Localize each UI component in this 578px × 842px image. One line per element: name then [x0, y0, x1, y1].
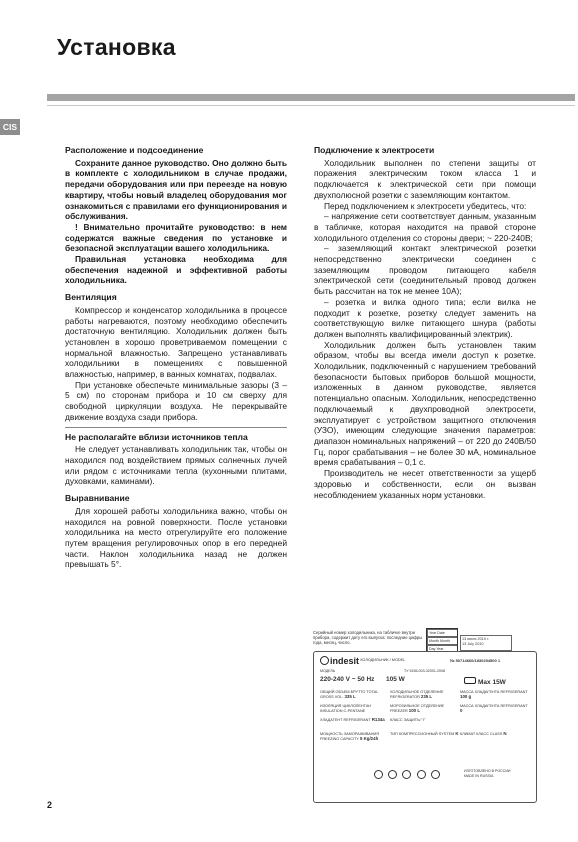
right-column: [314, 145, 536, 500]
section-heading-leveling: Выравнивание: [65, 493, 130, 504]
voltage: 220-240 V ~ 50 Hz: [320, 676, 375, 683]
serial-explanation: Серийный номер холодильника, на табличке внутри прибора, содержит дату его выпуска: последние цифры года, месяц, число.: [313, 630, 423, 645]
date-box: [460, 635, 512, 651]
standard-number: ТУ 5156-003-32001-2008: [404, 669, 446, 673]
certification-icon: [417, 770, 426, 779]
certification-icon: [388, 770, 397, 779]
power: 105 W: [386, 676, 405, 683]
certification-icon: [402, 770, 411, 779]
made-in-en: MADE IN RUSSIA: [464, 774, 494, 778]
certification-icons: [374, 770, 444, 780]
left-column: [65, 145, 287, 570]
certification-icon: [431, 770, 440, 779]
paragraph-rcd: Холодильник должен быть установлен таким образом, чтобы вы всегда имели доступ к розетке. Холодильник, подключенный с нарушением требований безопасности бытовых приборов большой мощности, изложенных в данном руководстве, является потенциально опасным. Холодильник, непосредственно подключаемый к двухпроводной электросети, эксплуатирует с устройством защитного отключения (УЗО), имеющим следующие значения параметров: диапазон номинальных напряжений – от 220 до 240В/50 Гц, порог срабатывания – не более 30 мА, номинальное время срабатывания – 0,1 с.: [314, 339, 536, 468]
made-in-ru: ИЗГОТОВЛЕНО В РОССИИ: [464, 769, 511, 773]
paragraph-before-connecting: Перед подключением к электросети убедитесь, что:: [324, 200, 527, 211]
paragraph-heat-sources: Не следует устанавливать холодильник так, чтобы он находился под воздействием прямых солнечных лучей или рядом с источниками тепла (кухонными плитами, духовками, каминами).: [65, 444, 287, 487]
paragraph-protection-class: Холодильник выполнен по степени защиты от поражения электрическим током класса 1 и подключается к электрической сети при помощи двухполюсной розетки с заземляющим контактом.: [314, 157, 536, 200]
date-en: 13 July 2010: [462, 642, 484, 646]
paragraph-plug-check: – розетка и вилка одного типа; если вилка не подходит к розетке, розетку следует заменить на соответствующую вилке питающего шнура (работы должен выполнять квалифицированный электрик).: [314, 296, 536, 339]
section-heading-electrical: Подключение к электросети: [314, 145, 435, 155]
day-label: Day Year: [427, 645, 458, 653]
rating-plate: indesit ХОЛОДИЛЬНИК / MODEL № 50714660/1830254500 1 МОДЕЛЬ ТУ 5156-003-32001-2008 220-240 V ~ 50 Hz 105 W Max 15W ОБЩИЙ ОБЪЕМ БРУТТО TOTAL GROSS VOL. 335 L ХОЛОДИЛЬНОЕ ОТДЕЛЕНИЕ REFRIGERATOR 235 L МАССА ХЛАДАГЕНТА REFRIGERANT 100 g ИЗОЛЯЦИЯ ЦИКЛОПЕНТАН INSULATION C-PENTANE МОРОЗИЛЬНОЕ ОТДЕЛЕНИЕ FREEZER 100 L МАССА ХЛАДАГЕНТА REFRIGERANT 0 ХЛАДАГЕНТ REFRIGERANT R134a КЛАСС ЗАЩИТЫ "I" МОЩНОСТЬ ЗАМОРАЖИВАНИЯ FREEZING CAPACITY 5 Kg/24h ТИП КОМПРЕССИОННЫЙ SYSTEM K КЛИМАТ КЛАСС CLASS N ИЗГОТОВЛЕНО В РОССИИ MADE IN RUSSIA: [313, 651, 537, 803]
divider: [65, 427, 287, 428]
page-title: Установка: [57, 34, 176, 60]
paragraph-clearance: При установке обеспечьте минимальные зазоры (3 – 5 см) по сторонам прибора и 10 см сверху для свободной циркуляции воздуха. Не перекрывайте движение воздуха сзади прибора.: [65, 379, 287, 422]
certification-icon: [374, 770, 383, 779]
model-label: ХОЛОДИЛЬНИК / MODEL: [360, 658, 406, 662]
header-bar: [47, 94, 575, 101]
paragraph-voltage-check: – напряжение сети соответствует данным, указанным в табличке, которая находится на правой стороне холодильного отделения со стороны двери; ~ 220-240В;: [314, 211, 536, 243]
page-number: 2: [47, 800, 53, 810]
year-label: Year Date: [427, 629, 458, 637]
model-sub: МОДЕЛЬ: [320, 669, 336, 673]
lamp-icon: [464, 677, 476, 684]
language-tab: CIS: [0, 119, 20, 135]
header-rule: [47, 105, 575, 106]
paragraph-leveling: Для хорошей работы холодильника важно, чтобы он находился на ровной поверхности. После установки холодильника на место отрегулируйте его положение путем вращения регулировочных опор в его передней части. Наклон холодильника назад не должен превышать 5°.: [65, 505, 287, 570]
date-ru: 13 июля 2010 г.: [462, 637, 489, 641]
serial-number: № 50714660/1830254500 1: [450, 658, 501, 663]
section-heading-ventilation: Вентиляция: [65, 292, 117, 303]
month-label: Month Month: [427, 637, 458, 645]
paragraph-correct-installation: Правильная установка необходима для обеспечения надежной и эффективной работы холодильника.: [65, 254, 287, 286]
paragraph-read-manual: ! Внимательно прочитайте руководство: в нем содержатся важные сведения по установке и безопасной эксплуатации вашего холодильника.: [65, 221, 287, 254]
brand-logo: indesit: [320, 656, 359, 665]
lamp-power: Max 15W: [464, 677, 506, 685]
section-heading-placement: Расположение и подсоединение: [65, 145, 204, 155]
rating-plate-illustration: [313, 618, 537, 802]
paragraph-ventilation: Компрессор и конденсатор холодильника в процессе работы нагреваются, поэтому необходимо обеспечить достаточную вентиляцию. Холодильник должен быть установлен в хорошо проветриваемом помещении с нормальной влажностью. Запрещено устанавливать холодильники в помещениях с повышенной влажностью, например, в ванных комнатах, подвалах.: [65, 304, 287, 380]
paragraph-keep-manual: Сохраните данное руководство. Оно должно быть в комплекте с холодильником в случае продажи, передачи оборудования или при переезде на новую квартиру, чтобы новый владелец оборудования мог ознакомиться с правилами его функционирования и обслуживания.: [65, 157, 287, 222]
paragraph-grounding-check: – заземляющий контакт электрической розетки непосредственно электрически соединен с заземляющим проводом питающего кабеля электрической сети (соединительный провод должен быть рассчитан на ток не менее 10А);: [314, 243, 536, 297]
section-heading-heat-sources: Не располагайте вблизи источников тепла: [65, 431, 248, 442]
paragraph-liability: Производитель не несет ответственности за ущерб здоровью и собственности, если он вызван несоблюдением указанных норм установки.: [314, 468, 536, 500]
